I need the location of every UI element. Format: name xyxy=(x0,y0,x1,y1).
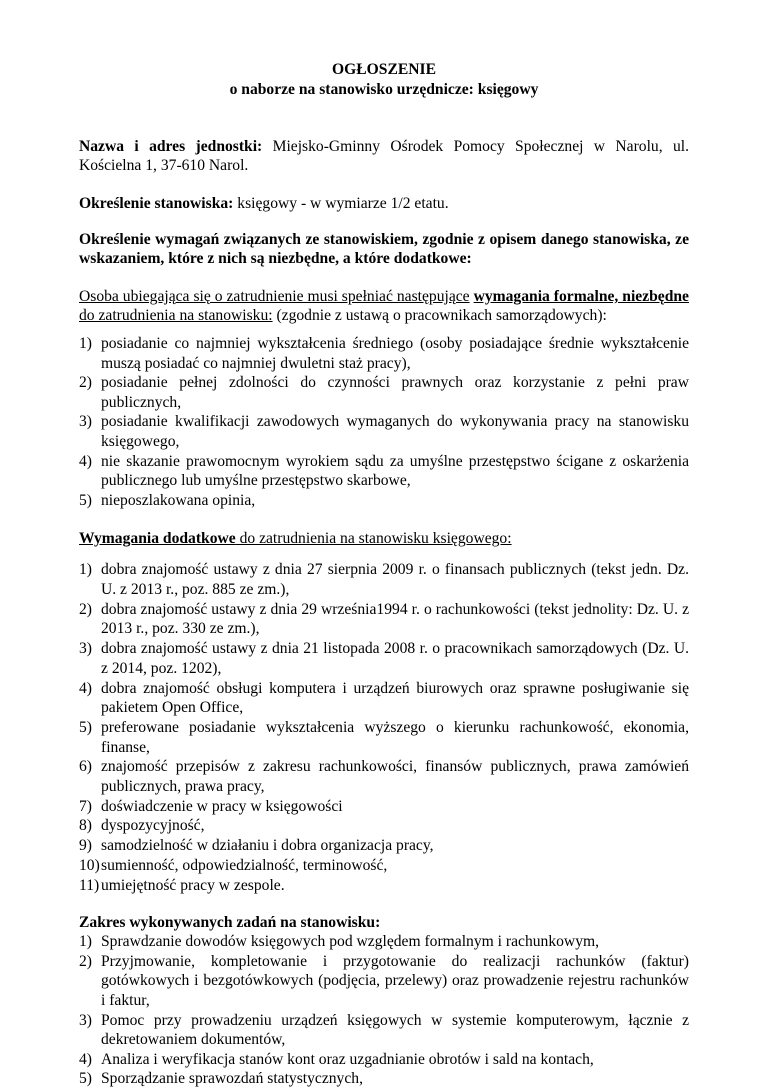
list-item: 5) Sporządzanie sprawozdań statystycznych, xyxy=(79,1070,363,1088)
unit-label: Nazwa i adres jednostki: xyxy=(79,138,263,155)
unit-paragraph xyxy=(79,137,689,175)
list-item: 2) Przyjmowanie, kompletowanie i przygotowanie do realizacji rachunków (faktur) gotówkowych i bezgotówkowych (podjęcia, przelewy) oraz prowadzenie rejestru rachunków i faktur, xyxy=(79,952,689,1010)
list-item: 8) dyspozycyjność, xyxy=(79,817,205,835)
position-value: księgowy - w wymiarze 1/2 etatu. xyxy=(233,195,449,212)
list-item: 7) doświadczenie w pracy w księgowości xyxy=(79,797,343,815)
list-item: 1) dobra znajomość ustawy z dnia 27 sierpnia 2009 r. o finansach publicznych (tekst jedn. Dz. U. z 2013 r., poz. 885 ze zm.), xyxy=(79,561,689,599)
list-item: 6) znajomość przepisów z zakresu rachunkowości, finansów publicznych, prawa zamówień publicznych, prawa pracy, xyxy=(79,758,689,796)
formal-requirements-list xyxy=(79,334,689,510)
additional-heading-bold: Wymagania dodatkowe xyxy=(79,530,236,548)
document-page xyxy=(79,60,689,1089)
list-item: 1) posiadanie co najmniej wykształcenia średniego (osoby posiadające średnie wykształcenie muszą posiadać co najmniej dwuletni staż pracy), xyxy=(79,335,689,372)
position-label: Określenie stanowiska: xyxy=(79,195,234,212)
list-item: 10) sumienność, odpowiedzialność, terminowość, xyxy=(79,856,388,874)
formal-intro-rest: (zgodnie z ustawą o pracownikach samorządowych): xyxy=(272,307,607,324)
list-item: 3) Pomoc przy prowadzeniu urządzeń księgowych w systemie komputerowym, łącznie z dekretowaniem dokumentów, xyxy=(79,1011,689,1049)
list-item: 4) nie skazanie prawomocnym wyrokiem sądu za umyślne przestępstwo ścigane z oskarżenia publicznego lub umyślne przestępstwo skarbowe, xyxy=(79,452,689,490)
document-header xyxy=(79,60,689,100)
list-item: 3) dobra znajomość ustawy z dnia 21 listopada 2008 r. o pracownikach samorządowych (Dz. U. z 2014, poz. 1202), xyxy=(79,640,689,677)
list-item: 5) nieposzlakowana opinia, xyxy=(79,491,256,509)
tasks-list xyxy=(79,932,689,1089)
formal-intro-underlined: Osoba ubiegająca się o zatrudnienie musi spełniać następujące xyxy=(79,288,470,305)
additional-heading xyxy=(79,529,689,548)
position-paragraph xyxy=(79,194,689,213)
document-subtitle: o naborze na stanowisko urzędnicze: księgowy xyxy=(229,81,539,98)
list-item: 1) Sprawdzanie dowodów księgowych pod względem formalnym i rachunkowym, xyxy=(79,933,600,951)
list-item: 11) umiejętność pracy w zespole. xyxy=(79,876,285,894)
list-item: 2) posiadanie pełnej zdolności do czynności prawnych oraz korzystanie z pełni praw publicznych, xyxy=(79,374,689,411)
additional-heading-rest: do zatrudnienia na stanowisku księgowego: xyxy=(235,530,512,548)
list-item: 3) posiadanie kwalifikacji zawodowych wymaganych do wykonywania pracy na stanowisku księgowego, xyxy=(79,413,689,450)
list-item: 2) dobra znajomość ustawy z dnia 29 września1994 r. o rachunkowości (tekst jednolity: Dz. U. z 2013 r., poz. 330 ze zm.), xyxy=(79,600,689,638)
formal-intro-underlined-2: do zatrudnienia na stanowisku: xyxy=(79,307,273,324)
list-item: 4) dobra znajomość obsługi komputera i urządzeń biurowych oraz sprawne posługiwanie się pakietem Open Office, xyxy=(79,679,689,717)
list-item: 5) preferowane posiadanie wykształcenia wyższego o kierunku rachunkowość, ekonomia, finanse, xyxy=(79,718,689,756)
requirements-heading: Określenie wymagań związanych ze stanowiskiem, zgodnie z opisem danego stanowiska, ze wskazaniem, które z nich są niezbędne, a które dodatkowe: xyxy=(79,231,689,267)
list-item: 4) Analiza i weryfikacja stanów kont oraz uzgadnianie obrotów i sald na kontach, xyxy=(79,1050,594,1068)
document-title: OGŁOSZENIE xyxy=(332,61,436,78)
tasks-heading: Zakres wykonywanych zadań na stanowisku: xyxy=(79,914,381,932)
formal-intro xyxy=(79,287,689,325)
list-item: 9) samodzielność w działaniu i dobra organizacja pracy, xyxy=(79,837,434,855)
additional-requirements-list xyxy=(79,560,689,895)
formal-intro-bold: wymagania formalne, niezbędne xyxy=(473,288,689,305)
unit-value: Miejsko-Gminny Ośrodek Pomocy Społecznej w Narolu, ul. Kościelna 1, 37-610 Narol. xyxy=(79,138,689,174)
